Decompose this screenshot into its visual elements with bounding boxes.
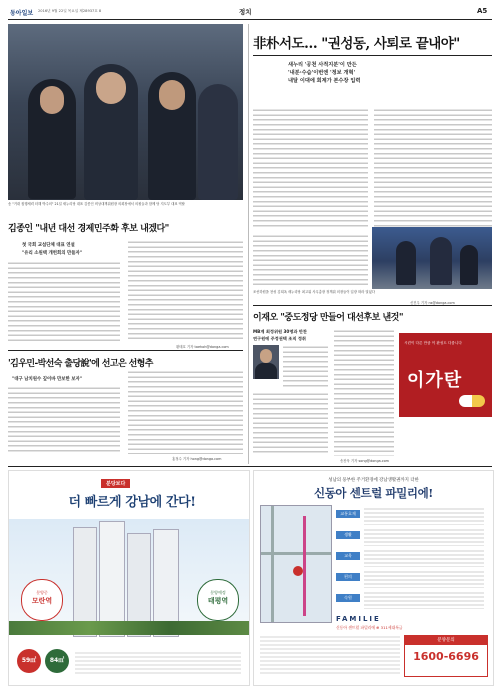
main-subhead-2: '내분·수습'이번엔 '정보 개혁' xyxy=(288,70,356,76)
left-photo-face xyxy=(159,80,185,110)
main-headline: 非朴서도… "권성동, 사퇴로 끝내야" xyxy=(253,36,460,52)
badge-right-name: 태평역 xyxy=(207,597,229,605)
feature-row-0 xyxy=(336,507,486,525)
masthead-rule xyxy=(8,19,492,20)
igatan-ad[interactable] xyxy=(399,333,492,417)
apartment-trees xyxy=(9,621,249,635)
lee-top-rule xyxy=(253,305,492,306)
main-body-text-1 xyxy=(253,108,368,228)
lee-photo xyxy=(253,345,279,379)
sindong-headline: 신동아 센트럴 파밀리에! xyxy=(314,486,433,500)
date-line: 2016년 9월 22일 목요일 제28937호 8 xyxy=(38,9,102,13)
lee-body-text-1 xyxy=(283,345,328,390)
feature-label-1: 생활 xyxy=(336,531,360,539)
main-subhead-1: 새누리 '공천 사적지분'이 만든 xyxy=(288,62,357,68)
lee-body-text-2 xyxy=(253,392,328,456)
main-photo-person xyxy=(430,237,452,285)
left-photo-caption: 송 "거대 집행세력 터해 박주의" 21일 새누리당 대표 김종인 비상대책위원장 의회장에서 의원들과 함께 당 지도부 대표 역할 xyxy=(8,202,185,206)
lee-body-text-3 xyxy=(334,329,394,456)
main-photo-person xyxy=(460,245,478,285)
main-body-text-3 xyxy=(253,234,368,286)
size-59-text: 59㎡ xyxy=(21,657,37,664)
kim-subhead: "대구 남치원수 깊이바 만보한 보자" xyxy=(12,377,83,382)
main-body-text-2 xyxy=(374,108,492,228)
feature-text-1 xyxy=(364,528,484,546)
badge-left xyxy=(21,579,63,621)
kim-body-text-2 xyxy=(128,370,243,454)
apartment-ad[interactable] xyxy=(8,470,250,686)
feature-row-4 xyxy=(336,591,486,609)
lee-subhead-2: 연구원에 주정권택 조직 정취 xyxy=(253,336,306,341)
sindong-top-line: 성남의 풍부한 주거환경에 강남생활권까지 더한 xyxy=(328,478,419,483)
size-badge-59 xyxy=(17,649,41,673)
left-headline: 김종인 "내년 대선 경제민주화 후보 내겠다" xyxy=(8,224,169,234)
feature-row-3 xyxy=(336,570,486,588)
main-photo-caption: 조선하원을 찬성 김희옥 새누리당 최고위 사무총장 정책위 의장들이 입장 따라 열었다 xyxy=(253,290,375,294)
feature-text-0 xyxy=(364,507,484,525)
kim-headline: '김우민-박선숙 출당說'에 선고은 선형추 xyxy=(8,359,153,369)
size-84-text: 84㎡ xyxy=(49,657,65,664)
left-body-text-2 xyxy=(128,240,243,341)
badge-right-top: 분양예정 xyxy=(210,590,226,595)
feature-text-4 xyxy=(364,591,484,609)
feature-text-2 xyxy=(364,549,484,567)
main-photo xyxy=(372,227,492,289)
apartment-ad-headline: 더 빠르게 강남에 간다! xyxy=(68,495,196,510)
main-photo-person xyxy=(396,241,416,285)
left-photo-face xyxy=(40,86,64,114)
section-name: 정치 xyxy=(239,8,252,16)
main-subheads xyxy=(288,61,478,85)
feature-label-2: 교육 xyxy=(336,552,360,560)
sindong-logo-text: FAMILIE xyxy=(336,615,381,623)
feature-label-3: 편의 xyxy=(336,573,360,581)
lee-photo-face xyxy=(260,349,272,363)
sindong-logo xyxy=(336,615,486,631)
lee-byline: 송찬욱 기자 song@donga.com xyxy=(340,459,389,463)
sindong-logo-sub: 신동아 센트럴 파밀리에 ⊕ 311세대특급 xyxy=(336,625,403,630)
left-byline: 황태호 기자 taehoh@donga.com xyxy=(176,345,229,349)
badge-right xyxy=(197,579,239,621)
lee-photo-body xyxy=(255,363,277,379)
main-byline: 신진우 기자 ns@donga.com xyxy=(410,301,455,305)
masthead xyxy=(0,0,500,20)
kim-byline: 홍정수 기자 hong@donga.com xyxy=(172,457,222,461)
apartment-ad-tag: 분당보다 xyxy=(101,479,130,488)
left-photo-person xyxy=(198,84,238,200)
page-number: A5 xyxy=(477,7,488,15)
main-subhead-3: 내달 이대에 회계가 본수장 입력 xyxy=(288,78,361,84)
left-photo xyxy=(8,24,243,200)
sindong-inquiry-label: 분양문의 xyxy=(405,636,487,645)
left-subhead-1: 첫 국회 교섭단체 대표 연설 xyxy=(22,243,75,248)
map-road xyxy=(303,516,306,616)
lee-subhead-1: MB계 최정위원 30명과 만찬 xyxy=(253,329,307,334)
sindong-inquiry-box[interactable] xyxy=(404,635,488,677)
kim-body-text-1 xyxy=(8,386,120,454)
feature-label-4: 숙원 xyxy=(336,594,360,602)
feature-row-1 xyxy=(336,528,486,546)
size-badge-84 xyxy=(45,649,69,673)
feature-label-0: 교통호재 xyxy=(336,510,360,518)
badge-left-name: 모란역 xyxy=(31,597,53,605)
main-headline-rule xyxy=(253,55,492,56)
map-marker-icon xyxy=(293,566,303,576)
sindong-footer-text xyxy=(260,635,400,675)
igatan-tagline: 시련이 다른 만큼 이 완성도 다릅니다 xyxy=(404,341,462,345)
feature-row-2 xyxy=(336,549,486,567)
sindong-map xyxy=(260,505,332,623)
lee-headline: 이재오 "중도정당 만들어 대선후보 낸것" xyxy=(253,313,404,323)
feature-text-3 xyxy=(364,570,484,588)
left-body-text-1 xyxy=(8,261,120,341)
apartment-building xyxy=(99,521,125,637)
badge-left-top: 분양중 xyxy=(36,590,48,595)
igatan-pill-icon xyxy=(459,395,485,407)
sindong-feature-list xyxy=(336,507,486,609)
sindong-phone[interactable]: 1600-6696 xyxy=(413,650,479,663)
sindong-ad[interactable] xyxy=(253,470,494,686)
map-road xyxy=(261,552,331,555)
igatan-brand: 이가탄 xyxy=(407,370,463,391)
map-road xyxy=(271,506,274,622)
left-column-rule xyxy=(8,350,243,351)
left-subhead-2: "유리 소원택 개헌회의 만들자" xyxy=(22,251,83,256)
paper-name: 동아일보 xyxy=(10,10,34,17)
left-photo-face xyxy=(96,72,126,104)
apartment-ad-footer xyxy=(75,651,241,675)
center-column-rule xyxy=(248,24,249,464)
ad-top-rule xyxy=(8,466,492,467)
